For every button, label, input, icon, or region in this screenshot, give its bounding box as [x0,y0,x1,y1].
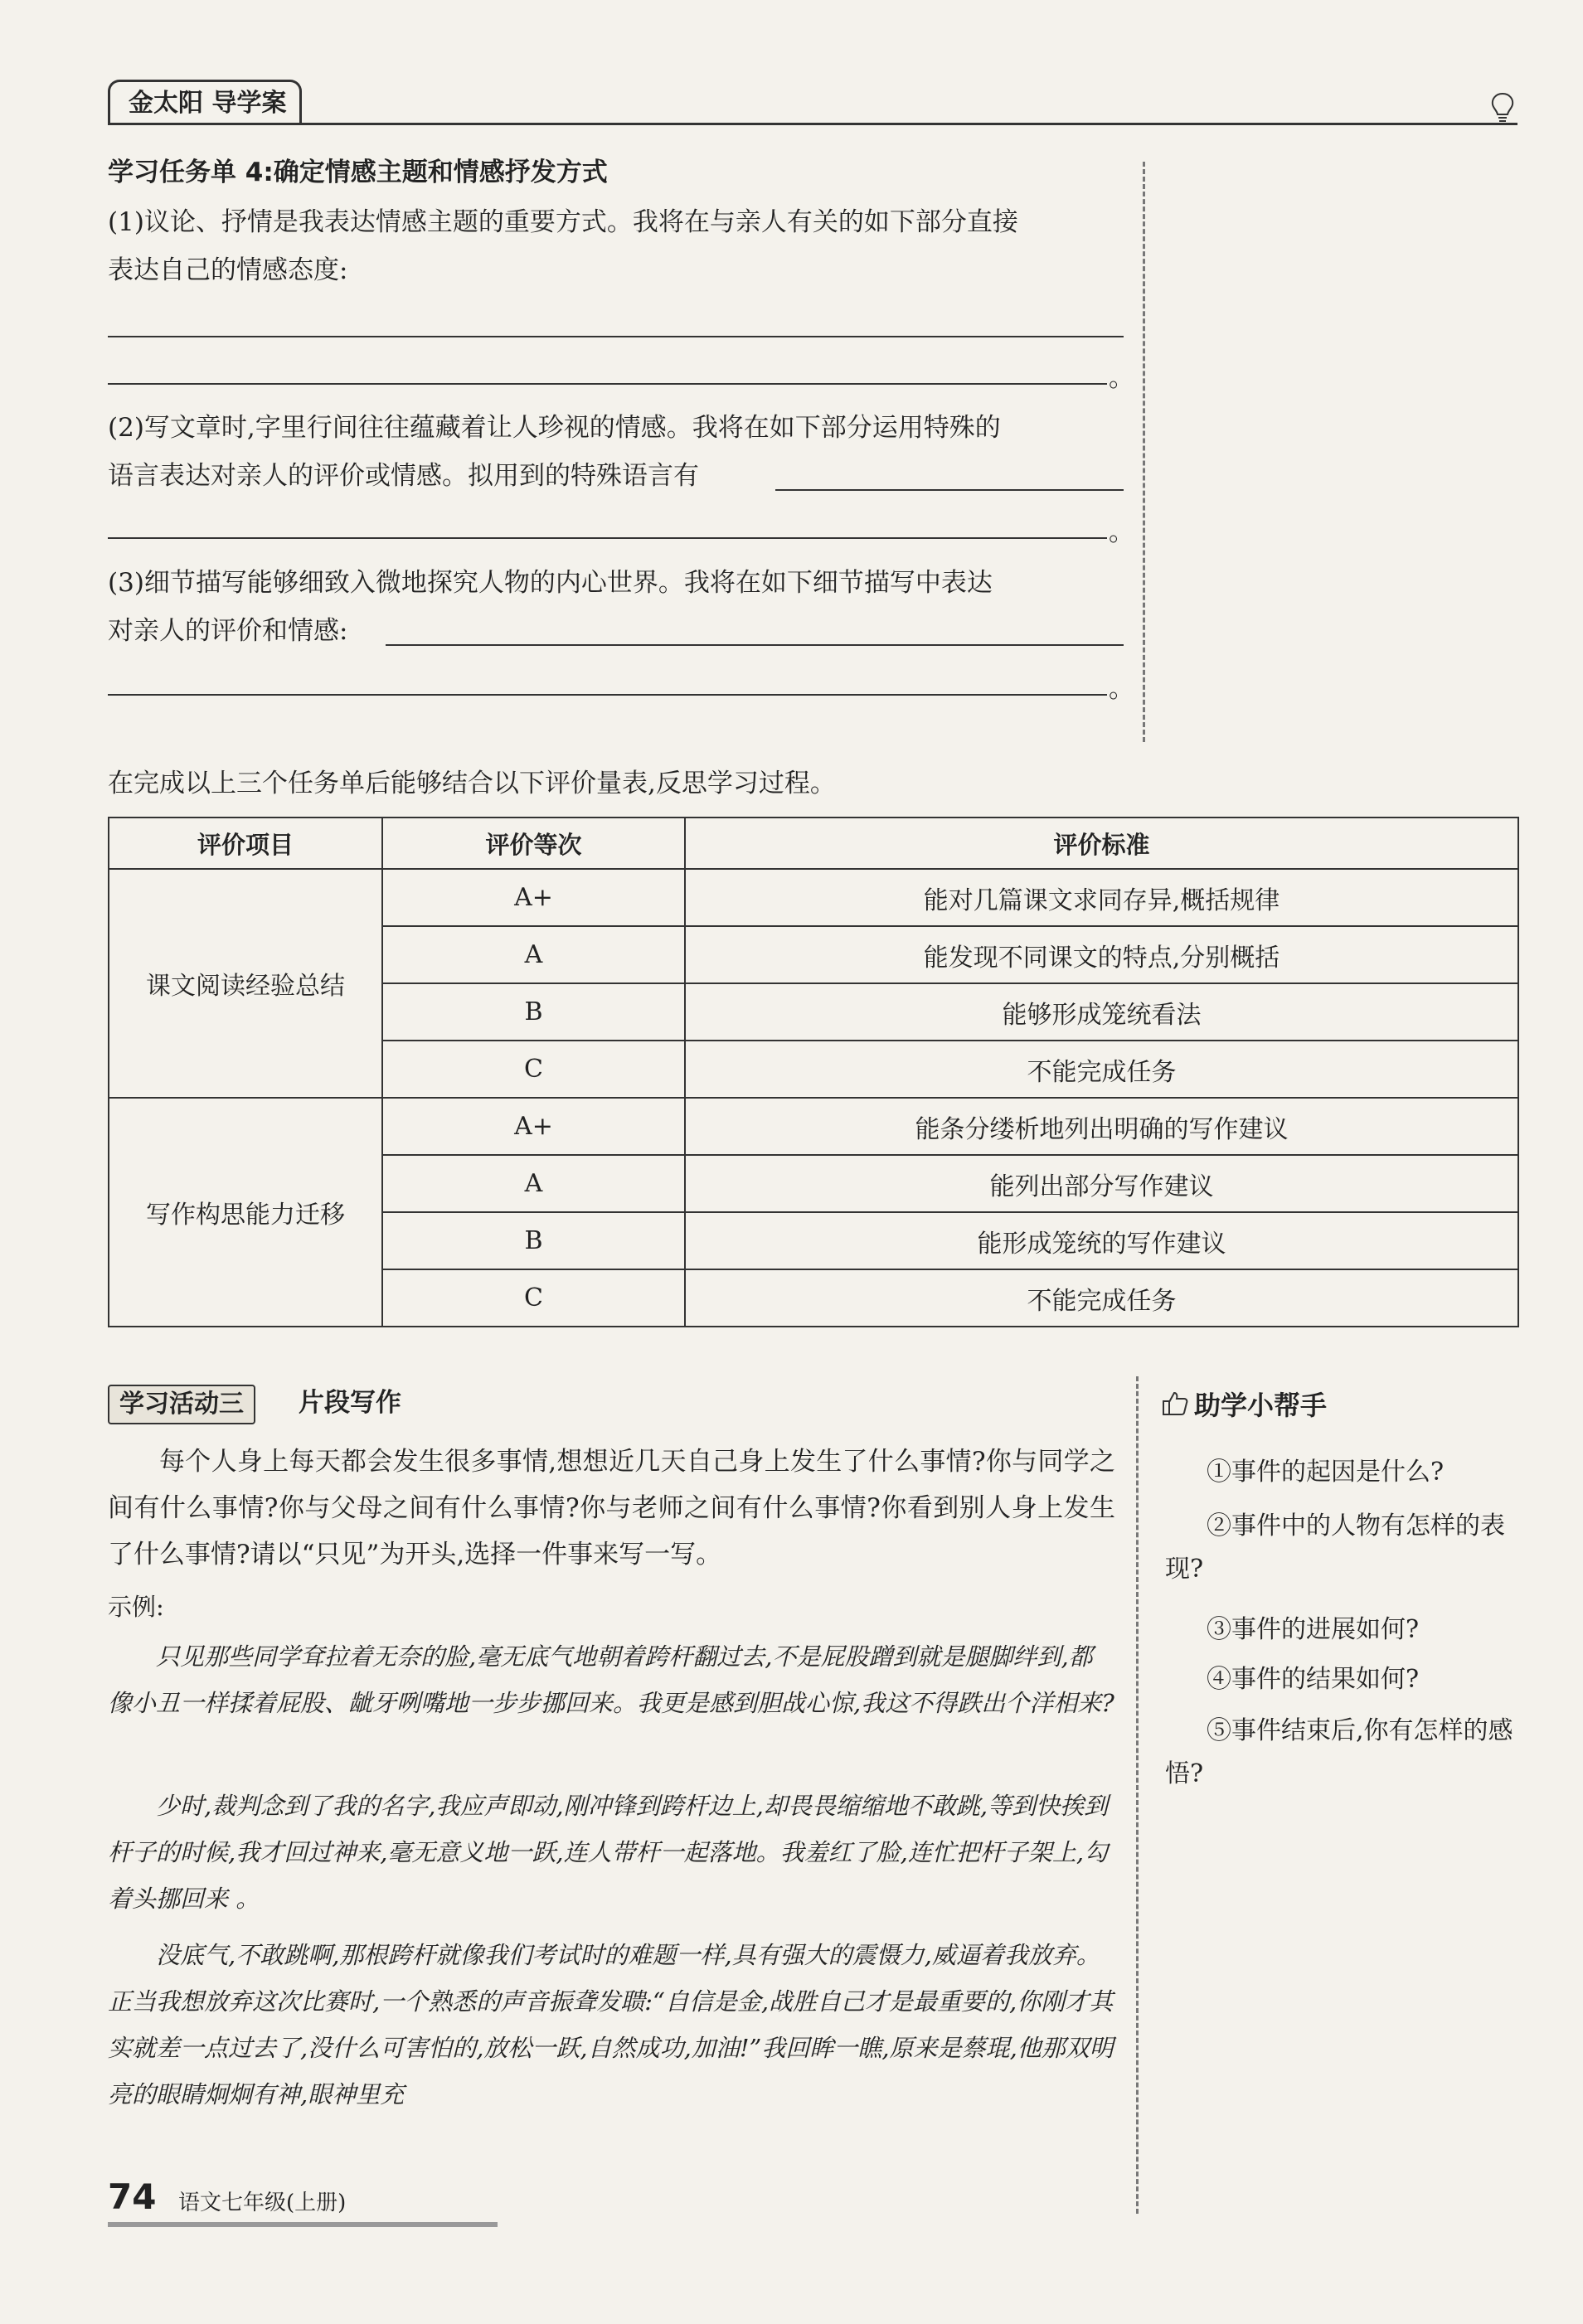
eval-item: 写作构思能力迁移 [109,1098,382,1327]
grade-cell: A+ [382,1098,685,1155]
answer-line[interactable] [108,537,1107,539]
standard-cell: 能发现不同课文的特点,分别概括 [685,926,1518,983]
activity-tag: 学习活动三 [108,1385,255,1424]
answer-line[interactable] [108,383,1107,385]
reflection-text: 在完成以上三个任务单后能够结合以下评价量表,反思学习过程。 [108,769,836,798]
header-rule [108,123,1517,125]
grade-cell: C [382,1269,685,1327]
thumbs-up-icon [1161,1390,1189,1418]
example-paragraph: 没底气,不敢跳啊,那根跨杆就像我们考试时的难题一样,具有强大的震慑力,威逼着我放弃。正当我想放弃这次比赛时,一个熟悉的声音振聋发聩:“自信是金,战胜自己才是最重要的,你刚才其实就差一点过去了,没什么可害怕的,放松一跃,自然成功,加油!”我回眸一瞧,原来是蔡琨,他那双明亮的眼睛炯炯有神,眼神里充 [108,1941,1114,2108]
task4-item3-line1: (3)细节描写能够细致入微地探究人物的内心世界。我将在如下细节描写中表达 [108,568,993,598]
column-header: 评价标准 [685,818,1518,869]
standard-cell: 不能完成任务 [685,1269,1518,1327]
column-divider [1143,162,1145,742]
standard-cell: 能对几篇课文求同存异,概括规律 [685,869,1518,926]
task4-item2-line2: 语言表达对亲人的评价或情感。拟用到的特殊语言有 [108,461,699,491]
period: 。 [1109,517,1134,547]
column-divider [1136,1376,1139,2214]
activity-title: 片段写作 [299,1388,401,1418]
grade-cell: A [382,1155,685,1212]
standard-cell: 不能完成任务 [685,1041,1518,1098]
column-header: 评价项目 [109,818,382,869]
example-label: 示例: [108,1593,164,1621]
footer-bar [108,2222,498,2227]
book-name: 语文七年级(上册) [178,2191,347,2215]
eval-item: 课文阅读经验总结 [109,869,382,1098]
helper-title: 助学小帮手 [1194,1390,1328,1421]
grade-cell: A [382,926,685,983]
evaluation-table [108,817,1519,1327]
standard-cell: 能列出部分写作建议 [685,1155,1518,1212]
task4-item3-line2: 对亲人的评价和情感: [108,616,348,646]
period: 。 [1109,363,1134,393]
helper-item: ①事件的起因是什么? [1207,1458,1445,1487]
answer-line[interactable] [108,694,1107,696]
standard-cell: 能形成笼统的写作建议 [685,1212,1518,1269]
helper-item: ②事件中的人物有怎样的表现? [1165,1511,1505,1584]
example-paragraph: 只见那些同学耷拉着无奈的脸,毫无底气地朝着跨杆翻过去,不是屁股蹭到就是腿脚绊到,都像小丑一样揉着屁股、龇牙咧嘴地一步步挪回来。我更是感到胆战心惊,我这不得跌出个洋相来? [108,1642,1114,1717]
answer-line[interactable] [108,336,1124,337]
helper-item: ⑤事件结束后,你有怎样的感悟? [1165,1716,1513,1788]
task4-item1-line1: (1)议论、抒情是我表达情感主题的重要方式。我将在与亲人有关的如下部分直接 [108,207,1018,237]
task4-item2-line1: (2)写文章时,字里行间往往蕴藏着让人珍视的情感。我将在如下部分运用特殊的 [108,413,1001,443]
standard-cell: 能够形成笼统看法 [685,983,1518,1041]
helper-item: ③事件的进展如何? [1207,1615,1420,1644]
table-row [109,1098,1518,1155]
page-header [108,75,1517,133]
task4-item1-line2: 表达自己的情感态度: [108,255,348,285]
page-number: 74 [108,2176,157,2217]
activity-intro: 每个人身上每天都会发生很多事情,想想近几天自己身上发生了什么事情?你与同学之间有什么事情?你与父母之间有什么事情?你与老师之间有什么事情?你看到别人身上发生了什么事情?请以“只见”为开头,选择一件事来写一写。 [108,1447,1115,1570]
grade-cell: B [382,983,685,1041]
answer-line[interactable] [386,644,1124,646]
task4-title: 学习任务单 4:确定情感主题和情感抒发方式 [108,158,608,187]
grade-cell: C [382,1041,685,1098]
period: 。 [1109,674,1134,704]
example-paragraph: 少时,裁判念到了我的名字,我应声即动,刚冲锋到跨杆边上,却畏畏缩缩地不敢跳,等到快挨到杆子的时候,我才回过神来,毫无意义地一跃,连人带杆一起落地。我羞红了脸,连忙把杆子架上,勾着头挪回来 。 [108,1792,1109,1913]
table-row [109,869,1518,926]
helper-item: ④事件的结果如何? [1207,1665,1420,1694]
grade-cell: B [382,1212,685,1269]
answer-line[interactable] [775,489,1124,491]
standard-cell: 能条分缕析地列出明确的写作建议 [685,1098,1518,1155]
table-header-row [109,818,1518,869]
lightbulb-icon [1488,91,1517,124]
brand-logo: 金太阳 导学案 [108,80,302,125]
grade-cell: A+ [382,869,685,926]
column-header: 评价等次 [382,818,685,869]
